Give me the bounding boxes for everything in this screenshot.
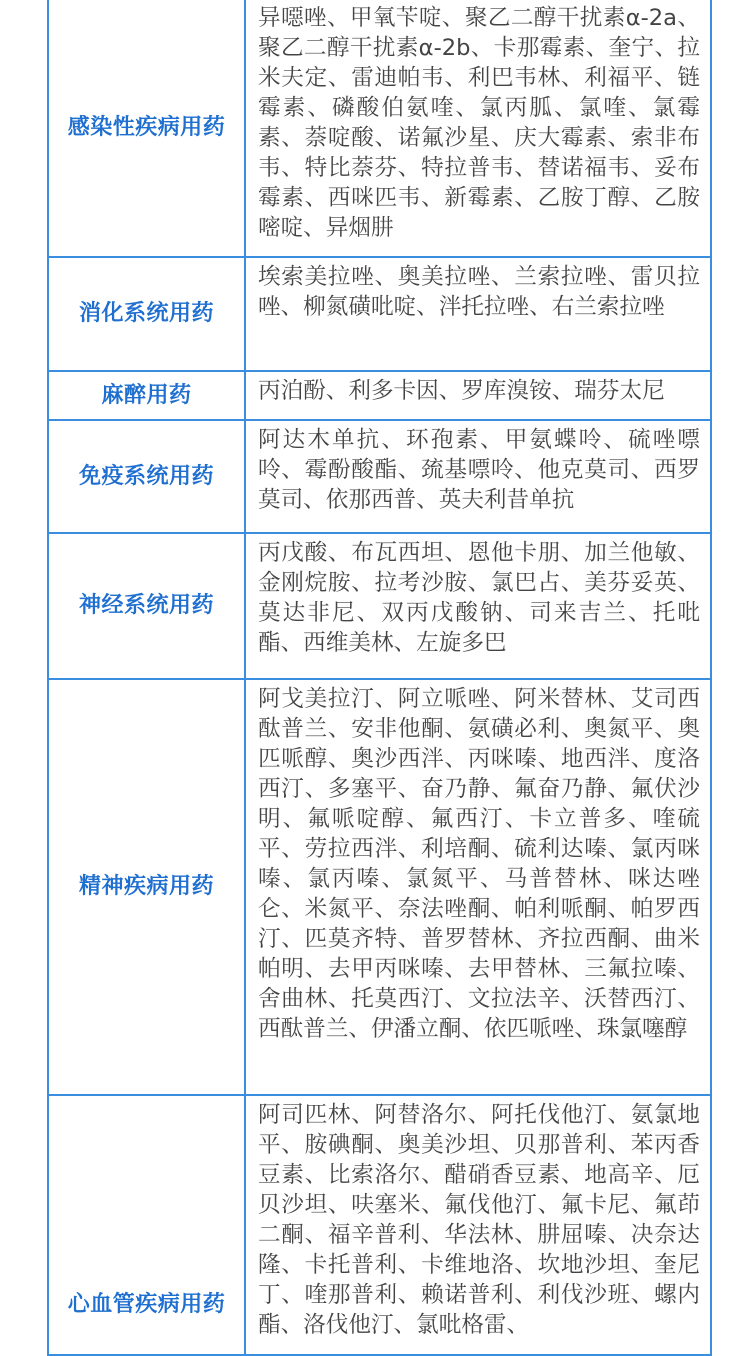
table-row xyxy=(48,420,711,533)
table-row xyxy=(48,679,711,1095)
drug-list-digestive: 埃索美拉唑、奥美拉唑、兰索拉唑、雷贝拉唑、柳氮磺吡啶、泮托拉唑、右兰索拉唑 xyxy=(245,257,711,371)
category-immune: 免疫系统用药 xyxy=(48,420,245,533)
category-infection: 感染性疾病用药 xyxy=(48,0,245,257)
category-neuro: 神经系统用药 xyxy=(48,533,245,679)
category-anesthesia: 麻醉用药 xyxy=(48,371,245,420)
category-cardiovascular: 心血管疾病用药 xyxy=(48,1095,245,1355)
category-psychiatric: 精神疾病用药 xyxy=(48,679,245,1095)
drug-list-psychiatric: 阿戈美拉汀、阿立哌唑、阿米替林、艾司西酞普兰、安非他酮、氨磺必利、奥氮平、奥匹哌醇、奥沙西泮、丙咪嗪、地西泮、度洛西汀、多塞平、奋乃静、氟奋乃静、氟伏沙明、氟哌啶醇、氟西汀、卡立普多、喹硫平、劳拉西泮、利培酮、硫利达嗪、氯丙咪嗪、氯丙嗪、氯氮平、马普替林、咪达唑仑、米氮平、奈法唑酮、帕利哌酮、帕罗西汀、匹莫齐特、普罗替林、齐拉西酮、曲米帕明、去甲丙咪嗪、去甲替林、三氟拉嗪、舍曲林、托莫西汀、文拉法辛、沃替西汀、西酞普兰、伊潘立酮、依匹哌唑、珠氯噻醇 xyxy=(245,679,711,1095)
table-row xyxy=(48,371,711,420)
table-row xyxy=(48,257,711,371)
table-row xyxy=(48,533,711,679)
table-row xyxy=(48,0,711,257)
drug-list-anesthesia: 丙泊酚、利多卡因、罗库溴铵、瑞芬太尼 xyxy=(245,371,711,420)
drug-list-neuro: 丙戊酸、布瓦西坦、恩他卡朋、加兰他敏、金刚烷胺、拉考沙胺、氯巴占、美芬妥英、莫达非尼、双丙戊酸钠、司来吉兰、托吡酯、西维美林、左旋多巴 xyxy=(245,533,711,679)
category-digestive: 消化系统用药 xyxy=(48,257,245,371)
drug-list-cardiovascular: 阿司匹林、阿替洛尔、阿托伐他汀、氨氯地平、胺碘酮、奥美沙坦、贝那普利、苯丙香豆素、比索洛尔、醋硝香豆素、地高辛、厄贝沙坦、呋塞米、氟伐他汀、氟卡尼、氟茚二酮、福辛普利、华法林、肼屈嗪、决奈达隆、卡托普利、卡维地洛、坎地沙坦、奎尼丁、喹那普利、赖诺普利、利伐沙班、螺内酯、洛伐他汀、氯吡格雷、 xyxy=(245,1095,711,1355)
table-row xyxy=(48,1095,711,1355)
drug-list-infection: 异噁唑、甲氧苄啶、聚乙二醇干扰素α-2a、聚乙二醇干扰素α-2b、卡那霉素、奎宁、拉米夫定、雷迪帕韦、利巴韦林、利福平、链霉素、磷酸伯氨喹、氯丙胍、氯喹、氯霉素、萘啶酸、诺氟沙星、庆大霉素、索非布韦、特比萘芬、特拉普韦、替诺福韦、妥布霉素、西咪匹韦、新霉素、乙胺丁醇、乙胺嘧啶、异烟肼 xyxy=(245,0,711,257)
drug-list-immune: 阿达木单抗、环孢素、甲氨蝶呤、硫唑嘌呤、霉酚酸酯、巯基嘌呤、他克莫司、西罗莫司、依那西普、英夫利昔单抗 xyxy=(245,420,711,533)
drug-category-table xyxy=(47,0,712,1356)
